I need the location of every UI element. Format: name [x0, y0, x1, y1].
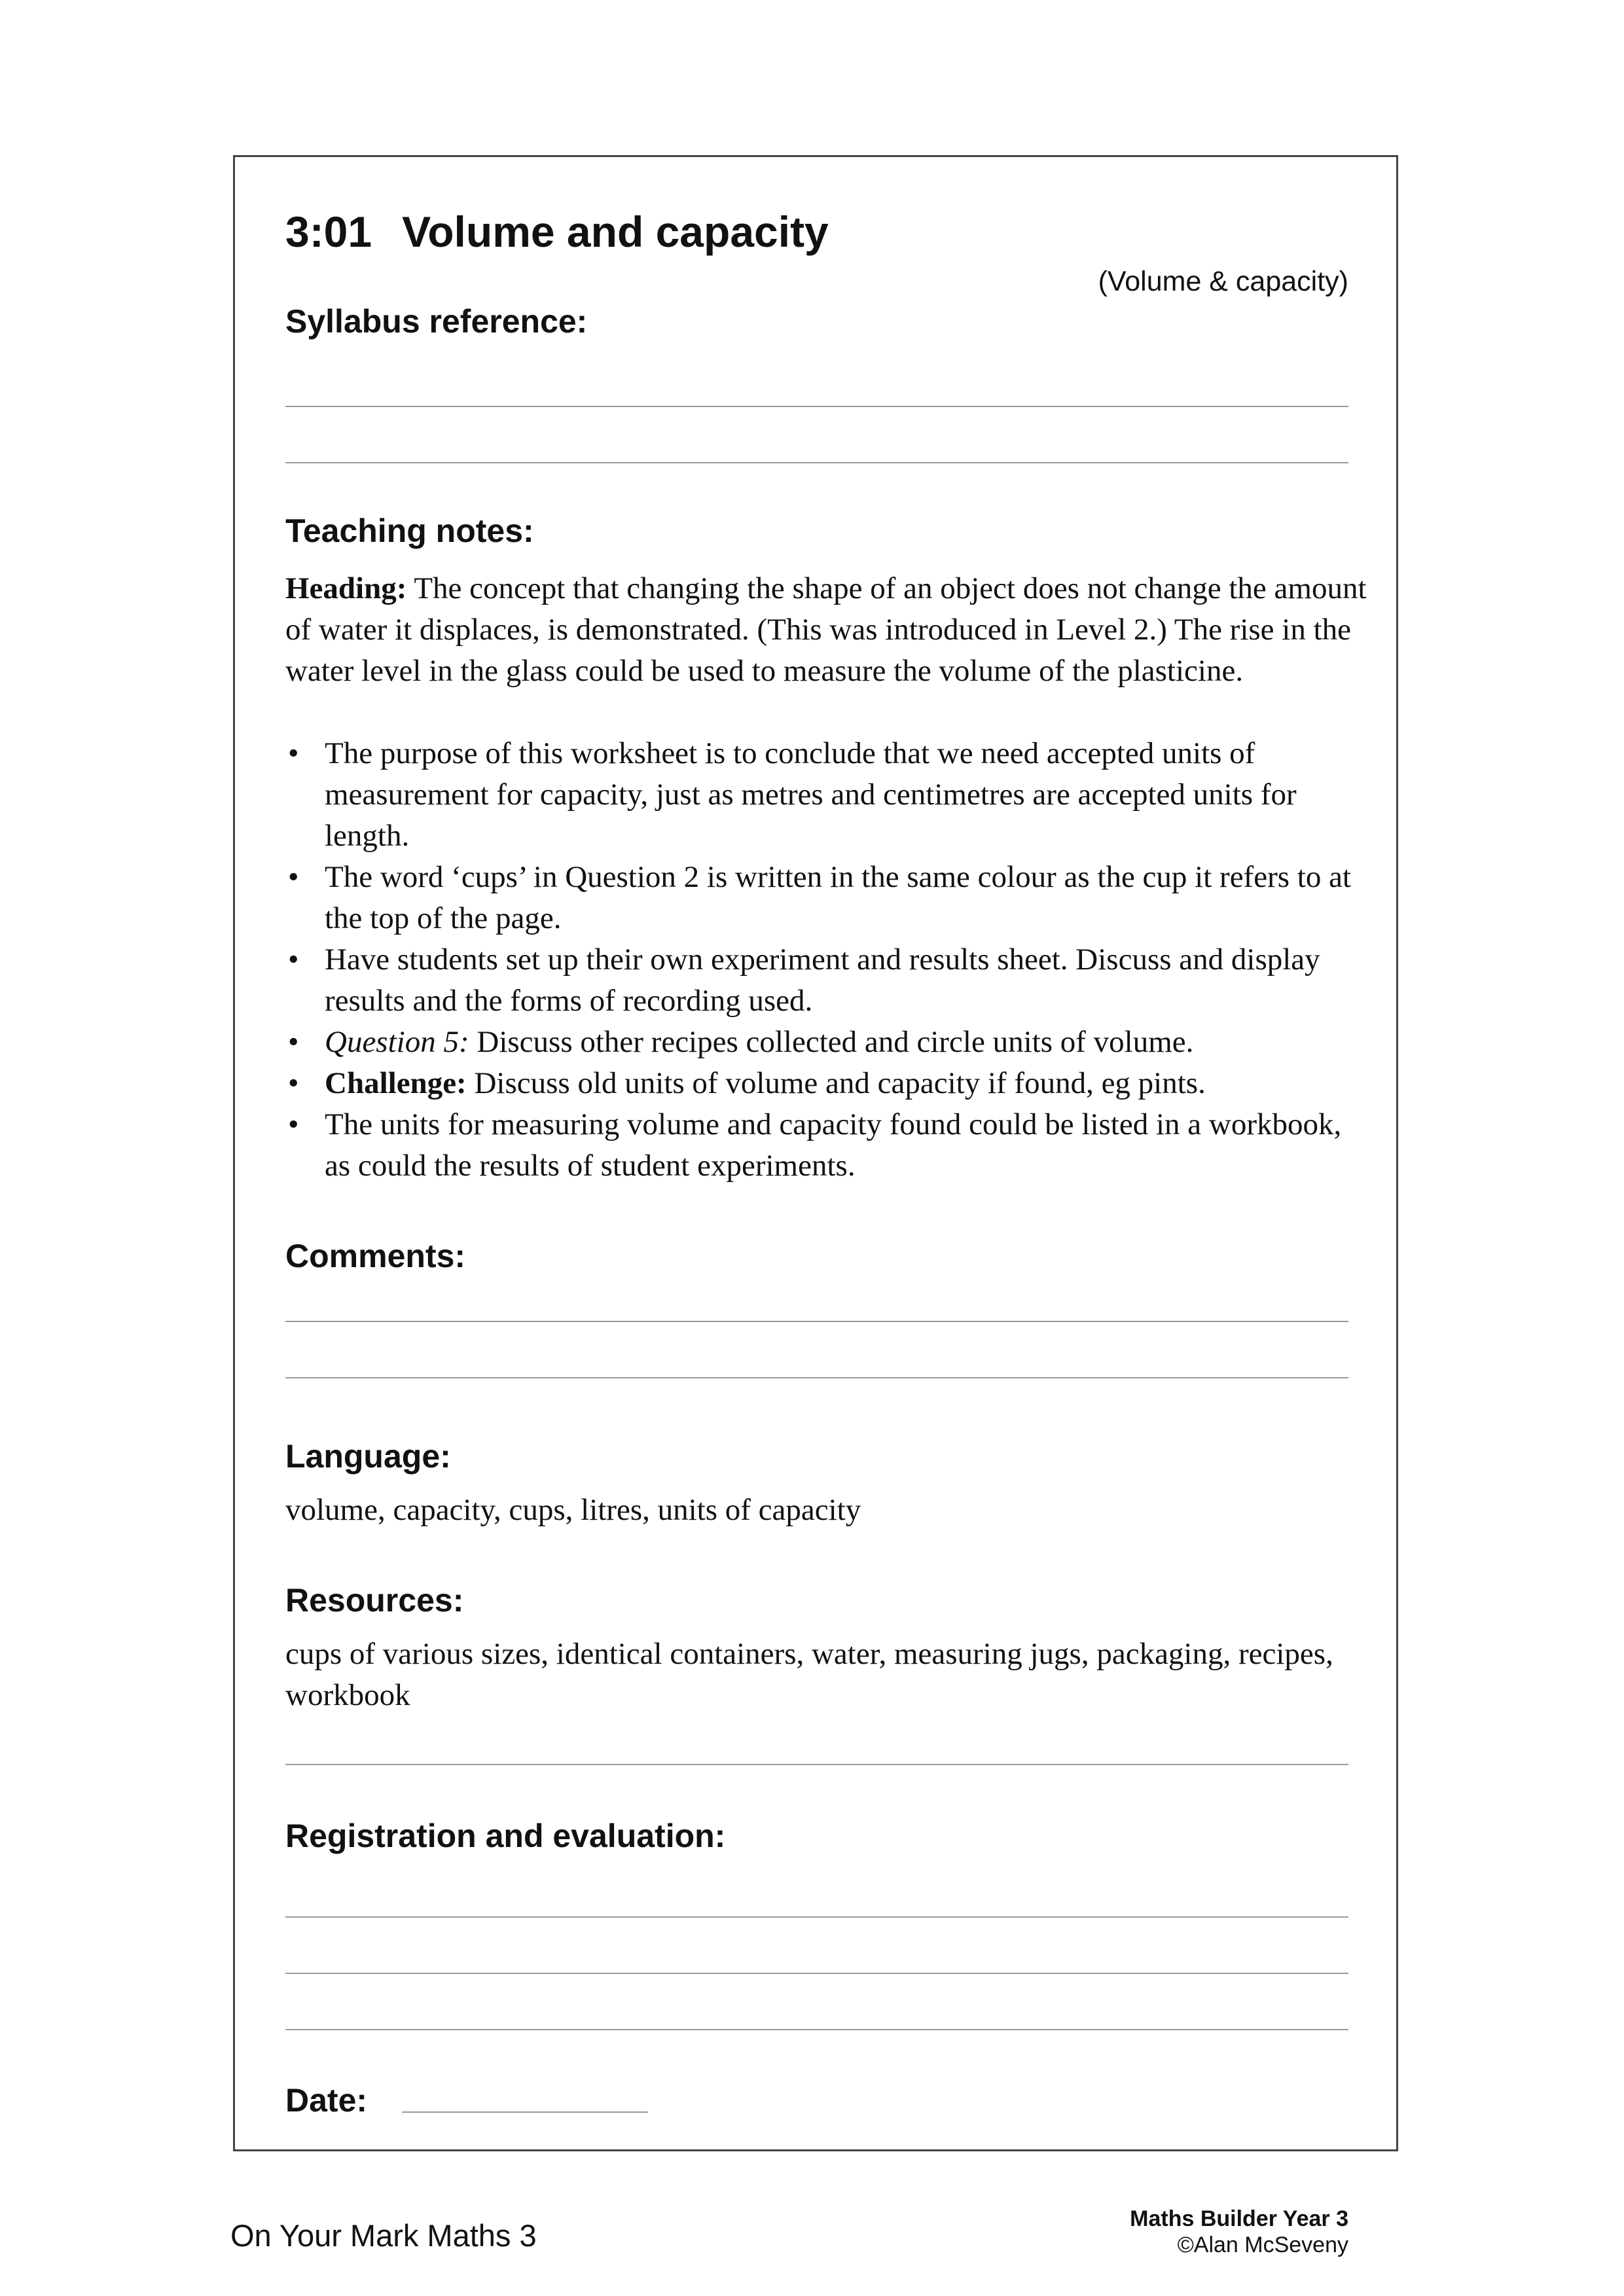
teaching-notes-heading: Teaching notes:: [285, 512, 534, 549]
list-item: [285, 857, 1372, 939]
footer-publication: [1074, 2206, 1348, 2258]
resources-text: cups of various sizes, identical containers, water, measuring jugs, packaging, recipes, workbook: [285, 1637, 1333, 1712]
registration-heading: Registration and evaluation:: [285, 1818, 726, 1854]
bullet-marker: •: [288, 1025, 299, 1059]
list-item-text: The units for measuring volume and capacity found could be listed in a workbook, as could the results of student experiments.: [325, 1107, 1342, 1183]
bullet-marker: •: [288, 1066, 299, 1100]
section-number: 3:01: [285, 207, 372, 256]
comments-heading: Comments:: [285, 1238, 466, 1274]
language-text: volume, capacity, cups, litres, units of capacity: [285, 1493, 861, 1527]
list-item-lead: Question 5:: [325, 1025, 469, 1059]
list-item: [285, 939, 1372, 1022]
intro-lead: Heading:: [285, 571, 407, 605]
topic-label: (Volume & capacity): [1098, 266, 1348, 297]
bullet-marker: •: [288, 860, 299, 894]
list-item: [285, 1022, 1372, 1063]
list-item: [285, 733, 1372, 857]
date-label: Date:: [285, 2082, 368, 2119]
registration-line-2[interactable]: [285, 1973, 1348, 1974]
resources-heading: Resources:: [285, 1582, 464, 1619]
bullet-marker: •: [288, 736, 299, 770]
comments-line-2[interactable]: [285, 1377, 1348, 1378]
list-item-text: The word ‘cups’ in Question 2 is written in the same colour as the cup it refers to at the top of the page.: [325, 860, 1351, 935]
syllabus-line-1[interactable]: [285, 406, 1348, 407]
teaching-notes-intro: [285, 568, 1372, 692]
syllabus-reference-heading: Syllabus reference:: [285, 303, 588, 340]
publication-title: Maths Builder Year 3: [1130, 2206, 1348, 2231]
list-item-lead: Challenge:: [325, 1066, 467, 1100]
registration-line-3[interactable]: [285, 2029, 1348, 2030]
list-item-text: Discuss other recipes collected and circle units of volume.: [469, 1025, 1194, 1059]
footer-series-name: On Your Mark Maths 3: [230, 2218, 537, 2253]
date-field-line[interactable]: [402, 2111, 648, 2113]
intro-text: The concept that changing the shape of an object does not change the amount of water it displaces, is demonstrated. (This was introduced in Level 2.) The rise in the water level in the glass could be used to measure the volume of the plasticine.: [285, 571, 1367, 688]
comments-line-1[interactable]: [285, 1321, 1348, 1322]
list-item-text: Have students set up their own experiment and results sheet. Discuss and display results and the forms of recording used.: [325, 942, 1320, 1018]
resources-line[interactable]: [285, 1764, 1348, 1765]
language-heading: Language:: [285, 1438, 451, 1475]
registration-line-1[interactable]: [285, 1916, 1348, 1918]
list-item-text: The purpose of this worksheet is to conclude that we need accepted units of measurement for capacity, just as metres and centimetres are accepted units for length.: [325, 736, 1297, 853]
teaching-notes-list: [285, 733, 1372, 1187]
list-item: [285, 1104, 1372, 1187]
list-item-text: Discuss old units of volume and capacity if found, eg pints.: [466, 1066, 1206, 1100]
bullet-marker: •: [288, 942, 299, 977]
syllabus-line-2[interactable]: [285, 462, 1348, 463]
copyright-notice: ©Alan McSeveny: [1177, 2233, 1348, 2257]
list-item: [285, 1063, 1372, 1104]
bullet-marker: •: [288, 1107, 299, 1141]
page-title: [285, 207, 829, 257]
section-title: Volume and capacity: [402, 207, 829, 256]
